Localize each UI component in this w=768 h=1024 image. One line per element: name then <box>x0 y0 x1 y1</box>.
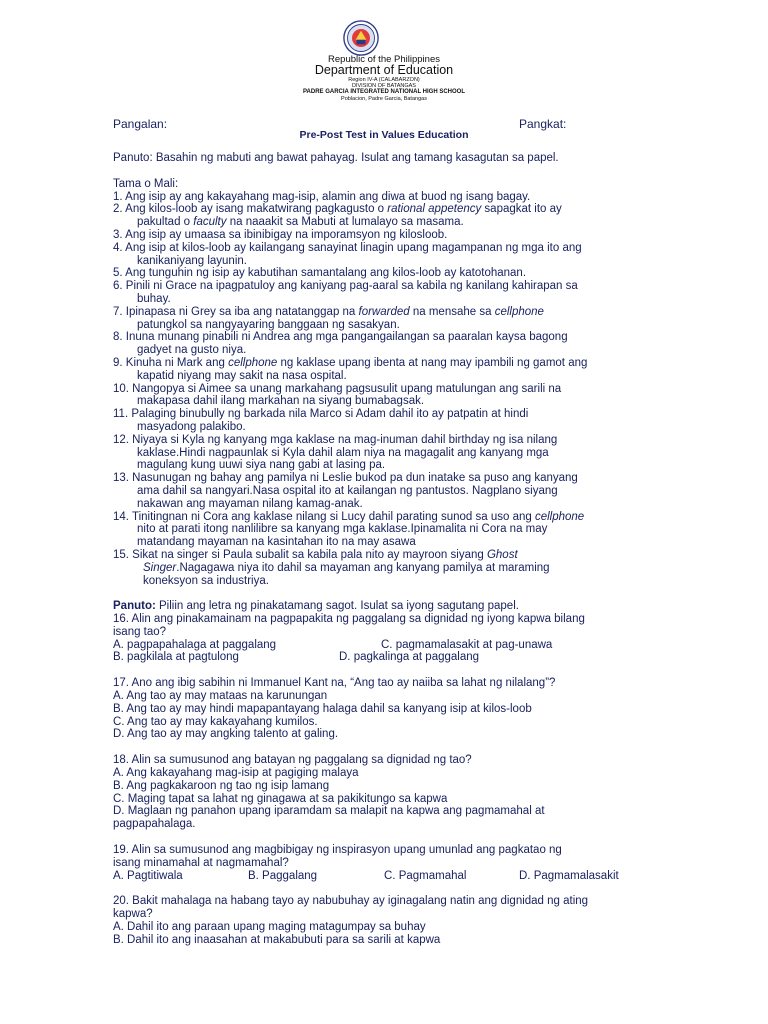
option-17-d: D. Ang tao ay may angking talento at galing. <box>113 728 339 741</box>
question-13: 13. Nasunugan ng bahay ang pamilya ni Leslie bukod pa dun inatake sa puso ang kanyang <box>113 472 578 485</box>
part1-heading: Tama o Mali: <box>113 177 179 190</box>
option-19-c: C. Pagmamahal <box>384 869 467 882</box>
question-4: 4. Ang isip at kilos-loob ay kailangang sanayinat linagin upang magampanan ng mga ito ang <box>113 241 582 254</box>
question-7: 7. Ipinapasa ni Grey sa iba ang natatanggap na forwarded na mensahe sa cellphone <box>113 305 544 318</box>
header-school: PADRE GARCIA INTEGRATED NATIONAL HIGH SCHOOL <box>303 89 465 95</box>
question-13-cont-2: nakawan ang mayaman nilang kamag-anak. <box>137 497 363 510</box>
option-18-c: C. Maging tapat sa lahat ng ginagawa at sa pakikitungo sa kapwa <box>113 792 448 805</box>
question-1: 1. Ang isip ay ang kakayahang mag-isip, alamin ang diwa at buod ng isang bagay. <box>113 190 531 203</box>
question-12-cont-2: magulang kung uuwi siya nang gabi at lasing pa. <box>137 459 386 472</box>
question-2-cont: pakultad o faculty na naaakit sa Mabuti at lumalayo sa masama. <box>137 216 464 229</box>
test-body <box>113 152 638 947</box>
question-14-cont-2: matandang mayaman na kasintahan ito na may asawa <box>137 536 416 549</box>
question-6: 6. Pinili ni Grace na ipagpatuloy ang kaniyang pag-aaral sa kabila ng kanilang kahirapan sa <box>113 280 578 293</box>
question-11-cont: masyadong palakibo. <box>137 420 246 433</box>
test-title: Pre-Post Test in Values Education <box>299 129 469 141</box>
question-4-cont: kanikaniyang layunin. <box>137 254 247 267</box>
question-15: 15. Sikat na singer si Paula subalit sa kabila pala nito ay mayroon siyang Ghost <box>113 548 518 561</box>
question-12: 12. Niyaya si Kyla ng kanyang mga kaklase na mag-inuman dahil birthday ng isa nilang <box>113 433 558 446</box>
option-19-a: A. Pagtitiwala <box>113 869 183 882</box>
question-11: 11. Palaging binubully ng barkada nila Marco si Adam dahil ito ay patpatin at hindi <box>113 408 529 421</box>
question-10-cont: makapasa dahil ilang markahan na siyang bumabagsak. <box>137 395 425 408</box>
option-20-a: A. Dahil ito ang paraan upang maging matagumpay sa buhay <box>113 921 426 934</box>
option-20-b: B. Dahil ito ang inaasahan at makabubuti para sa sarili at kapwa <box>113 933 441 946</box>
part2-instructions: Panuto: Piliin ang letra ng pinakatamang sagot. Isulat sa iyong sagutang papel. <box>113 600 519 613</box>
header-address: Poblacion, Padre Garcia, Batangas <box>341 96 427 102</box>
question-8-cont: gadyet na gusto niya. <box>137 344 247 357</box>
header-department: Department of Education <box>314 63 454 77</box>
option-18-d: D. Maglaan ng panahon upang iparamdam sa malapit na kapwa ang pagmamahal at <box>113 805 545 818</box>
option-17-c: C. Ang tao ay may kakayahang kumilos. <box>113 715 318 728</box>
question-15-cont-2: koneksyon sa industriya. <box>143 574 269 587</box>
question-3: 3. Ang isip ay umaasa sa ibinibigay na imporamsyon ng kilosloob. <box>113 228 448 241</box>
option-18-d-cont: pagpapahalaga. <box>113 818 196 831</box>
question-16-cont: isang tao? <box>113 625 167 638</box>
question-9-cont: kapatid niyang may sakit na nasa ospital. <box>137 369 347 382</box>
option-19-b: B. Paggalang <box>248 869 318 882</box>
question-7-cont: patungkol sa nangyayaring banggaan ng sasakyan. <box>137 318 400 331</box>
question-2: 2. Ang kilos-loob ay isang makatwirang pagkagusto o rational appetency sapagkat ito ay <box>113 203 562 216</box>
section-label: Pangkat: <box>519 117 567 131</box>
option-18-b: B. Ang pagkakaroon ng tao ng isip lamang <box>113 779 330 792</box>
question-18: 18. Alin sa sumusunod ang batayan ng paggalang sa dignidad ng tao? <box>113 754 472 767</box>
deped-seal-icon <box>343 20 379 56</box>
instructions: Panuto: Basahin ng mabuti ang bawat pahayag. Isulat ang tamang kasagutan sa papel. <box>113 152 559 164</box>
question-14-cont-1: nito at parati itong nanlilibre sa kanyang mga kaklase.Ipinamalita ni Cora na may <box>137 523 548 536</box>
question-12-cont-1: kaklase.Hindi nagpaunlak si Kyla dahil alam niya na magagalit ang kanyang mga <box>137 446 549 459</box>
question-14: 14. Tinitingnan ni Cora ang kaklase nilang si Lucy dahil parating sunod sa uso ang cellphone <box>113 510 585 523</box>
header-region: Region IV-A (CALABARZON) <box>348 77 420 83</box>
question-6-cont: buhay. <box>137 292 171 305</box>
question-10: 10. Nangopya si Aimee sa unang markahang pagsusulit upang matulungan ang sarili na <box>113 382 562 395</box>
option-17-a: A. Ang tao ay may mataas na karunungan <box>113 690 328 703</box>
question-19: 19. Alin sa sumusunod ang magbibigay ng inspirasyon upang umunlad ang pagkatao ng <box>113 844 562 857</box>
question-9: 9. Kinuha ni Mark ang cellphone ng kaklase upang ibenta at nang may ipambili ng gamot ang <box>113 356 588 369</box>
header-republic: Republic of the Philippines <box>328 54 440 65</box>
option-17-b: B. Ang tao ay may hindi mapapantayang halaga dahil sa kanyang isip at kilos-loob <box>113 702 532 715</box>
question-15-cont-1: Singer.Nagagawa niya ito dahil sa mayaman ang kanyang pamilya at maraming <box>143 561 550 574</box>
option-16-b: B. pagkilala at pagtulong <box>113 651 239 664</box>
option-19-d: D. Pagmamalasakit <box>519 869 619 882</box>
question-19-cont: isang minamahal at nagmamahal? <box>113 856 289 869</box>
question-19-options <box>113 870 638 883</box>
question-5: 5. Ang tunguhin ng isip ay kabutihan samantalang ang kilos-loob ay katotohanan. <box>113 267 527 280</box>
name-label: Pangalan: <box>113 117 168 131</box>
option-16-a: A. pagpapahalaga at paggalang <box>113 638 277 651</box>
question-16-options-row-2 <box>113 651 638 664</box>
question-16: 16. Alin ang pinakamainam na pagpapakita ng paggalang sa dignidad ng iyong kapwa bilang <box>113 613 585 626</box>
question-20-cont: kapwa? <box>113 908 153 921</box>
option-18-a: A. Ang kakayahang mag-isip at pagiging malaya <box>113 767 359 780</box>
header-division: DIVISION OF BATANGAS <box>352 83 416 89</box>
question-17: 17. Ano ang ibig sabihin ni Immanuel Kant na, “Ang tao ay naiiba sa lahat ng nilalang”? <box>113 677 556 690</box>
question-20: 20. Bakit mahalaga na habang tayo ay nabubuhay ay iginagalang natin ang dignidad ng ating <box>113 895 589 908</box>
question-13-cont-1: ama dahil sa nangyari.Nasa ospital ito at kailangan ng pantustos. Nagplano siyang <box>137 484 558 497</box>
option-16-d: D. pagkalinga at paggalang <box>339 651 480 664</box>
option-16-c: C. pagmamalasakit at pag-unawa <box>381 638 553 651</box>
question-8: 8. Inuna munang pinabili ni Andrea ang mga pangangailangan sa paaralan kaysa bagong <box>113 331 568 344</box>
question-16-options-row-1 <box>113 639 638 652</box>
